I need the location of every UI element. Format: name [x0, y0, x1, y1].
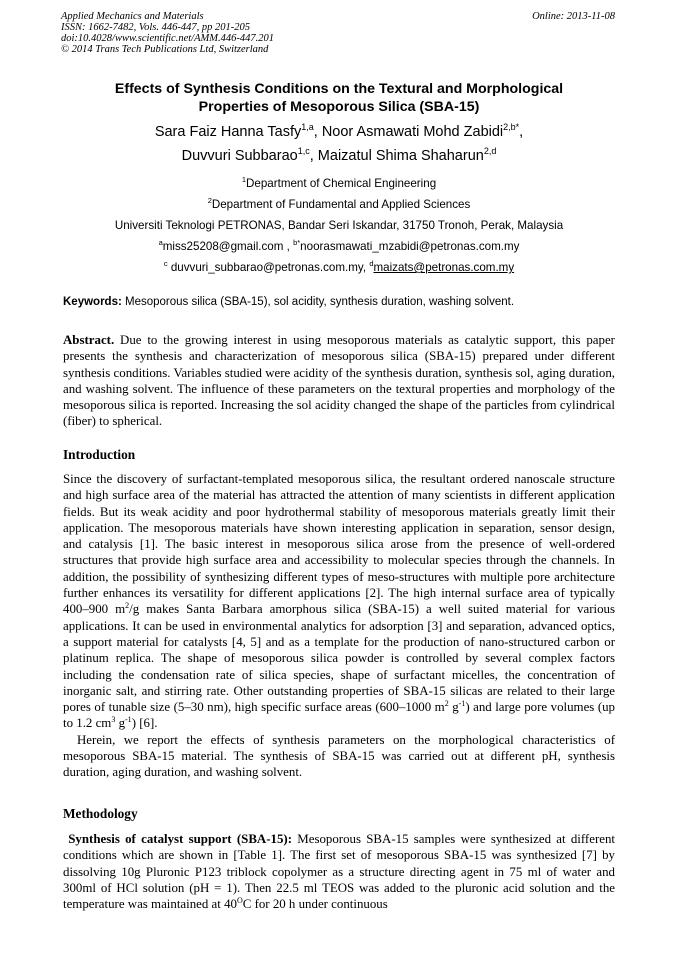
- online-date: Online: 2013-11-08: [532, 11, 615, 22]
- dept-name: Department of Fundamental and Applied Sciences: [211, 198, 471, 211]
- email-line-2: [30, 257, 648, 278]
- text-run: ) and large pore volumes (up to 1.2 cm: [63, 700, 615, 731]
- author-name: Duvvuri Subbarao: [181, 148, 298, 164]
- email-link[interactable]: duvvuri_subbarao@petronas.com.my,: [170, 261, 367, 274]
- methodology-body: [63, 831, 615, 912]
- email-mark: c: [163, 259, 168, 268]
- university-address: Universiti Teknologi PETRONAS, Bandar Seri Iskandar, 31750 Tronoh, Perak, Malaysia: [114, 219, 564, 232]
- text-run: Mesoporous SBA-15 samples were synthesized at different conditions which are shown in [Table 1]. The first set of mesoporous SBA-15 was synthesized [7] by dissolving 10g Pluronic P123 triblock copolymer as a structure directing agent in 75 ml of water and 300ml of HCl solution (pH = 1). Then 22.5 ml TEOS was added to the pluronic acid solution and the temperature was maintained at 40: [63, 832, 615, 912]
- affiliation-mark: 2: [207, 196, 212, 205]
- keywords-label: Keywords:: [63, 296, 122, 308]
- author-line-1: Sara Faiz Hanna Tasfy$^{1,a}$, Noor Asmawati Mohd Zabidi$^{2,b*}$,: [154, 122, 524, 140]
- superscript: -1: [458, 699, 466, 709]
- author-name: Sara Faiz Hanna Tasfy: [154, 124, 302, 140]
- affiliations: [30, 173, 648, 278]
- journal-name: Applied Mechanics and Materials: [61, 11, 204, 22]
- superscript: -1: [125, 715, 132, 725]
- text-run: g: [115, 716, 126, 731]
- author-affiliation-mark: 2,b*: [503, 122, 520, 132]
- issn-line: ISSN: 1662-7482, Vols. 446-447, pp 201-205: [61, 22, 250, 33]
- author-affiliation-mark: 2,d: [483, 146, 497, 156]
- methodology-subheading: Synthesis of catalyst support (SBA-15):: [68, 832, 292, 846]
- text-run: C for 20 h under continuous: [242, 897, 388, 912]
- superscript: 3: [111, 715, 116, 725]
- introduction-heading: Introduction: [63, 447, 136, 462]
- author-line-2: Duvvuri Subbarao$^{1,c}$, Maizatul Shima Shaharun$^{2,d}$: [181, 146, 497, 164]
- introduction-body: [63, 471, 615, 781]
- author-affiliation-mark: 1,c: [297, 146, 310, 156]
- author-affiliation-mark: 1,a: [301, 122, 314, 132]
- abstract-text: Due to the growing interest in using mesoporous materials as catalytic support, this paper presents the synthesis and characterization of mesoporous silica (SBA-15) prepared under different synthesis conditions. Variables studied were acidity of the synthesis duration, synthesis sol, aging duration, and washing solvent. The influence of these parameters on the textural properties and morphology of the mesoporous silica is reported. Increasing the sol acidity changed the shape of the particles from cylindrical (fiber) to spherical.: [63, 333, 615, 429]
- title-line-1: Effects of Synthesis Conditions on the Textural and Morphological: [114, 81, 564, 97]
- dept-name: Department of Chemical Engineering: [246, 177, 437, 190]
- superscript: 2: [125, 601, 130, 611]
- email-line-1: $^a$miss25208@gmail.com , $^{b*}$noorasmawati_mzabidi@petronas.com.my: [158, 238, 520, 253]
- email-link[interactable]: maizats@petronas.com.my: [373, 261, 515, 274]
- methodology-heading: Methodology: [63, 806, 138, 821]
- email-link[interactable]: noorasmawati_mzabidi@petronas.com.my: [300, 240, 520, 253]
- author-list: [30, 120, 648, 168]
- text-run: /g makes Santa Barbara amorphous silica (SBA-15) a well suited material for various applications. It can be used in environmental analytics for adsorption [3] and separation, advanced optics, a support material for catalysts [4, 5] and as a template for the production of nano-structured carbon or platinum replica. The shape of mesoporous silica powder is controlled by several complex factors including the condensation rate of silica species, shape of surfactant micelles, the concentration of inorganic salt, and stirring rate. Other outstanding properties of SBA-15 silicas are related to their large pores of tunable size (5–30 nm), high specific surface areas (600–1000 m: [63, 602, 615, 715]
- affiliation-dept-1: [30, 173, 648, 194]
- superscript: O: [236, 896, 243, 906]
- superscript: 2: [444, 699, 449, 709]
- abstract: [63, 332, 615, 430]
- email-link[interactable]: miss25208@gmail.com: [162, 240, 284, 253]
- text-run: g: [448, 700, 459, 715]
- copyright-line: © 2014 Trans Tech Publications Ltd, Switzerland: [61, 44, 269, 55]
- intro-paragraph-2: Herein, we report the effects of synthesis parameters on the morphological characteristics of mesoporous SBA-15 material. The synthesis of SBA-15 was carried out at different pH, synthesis duration, aging duration, and washing solvent.: [63, 732, 615, 780]
- email-mark: a: [158, 238, 163, 247]
- keywords: [63, 295, 623, 309]
- text-run: Since the discovery of surfactant-templated mesoporous silica, the resultant ordered nanoscale structure and high surface area of the material has attracted the attention of many scientists in different application fields. But its weak acidity and poor hydrothermal stability of mesoporous materials greatly limit their application. The mesoporous materials have shown interesting application in separation, sensor design, and catalysis [1]. The basic interest in mesoporous silica arose from the presence of well-ordered structures that provide high surface area and accessibility to molecular species through the channels. In addition, the possibility of synthesizing different types of meso-structures with multiple pore architecture further enhances its versatility for different applications [2]. The high internal surface area of typically 400–900 m: [63, 472, 615, 617]
- paper-title: [40, 80, 638, 116]
- email-mark: b*: [293, 238, 301, 247]
- abstract-label: Abstract.: [63, 333, 115, 347]
- affiliation-mark: 1: [241, 175, 247, 184]
- author-name: Noor Asmawati Mohd Zabidi: [321, 124, 504, 140]
- author-name: Maizatul Shima Shaharun: [317, 148, 484, 164]
- intro-paragraph-1: [63, 471, 615, 732]
- text-run: ) [6].: [131, 716, 158, 731]
- email-mark: d: [369, 259, 374, 268]
- title-line-2: Properties of Mesoporous Silica (SBA-15): [198, 99, 480, 115]
- affiliation-dept-2: [30, 194, 648, 215]
- doi-line: doi:10.4028/www.scientific.net/AMM.446-447.201: [61, 33, 274, 44]
- keywords-text: Mesoporous silica (SBA-15), sol acidity, synthesis duration, washing solvent.: [125, 296, 515, 308]
- journal-header: [61, 11, 481, 55]
